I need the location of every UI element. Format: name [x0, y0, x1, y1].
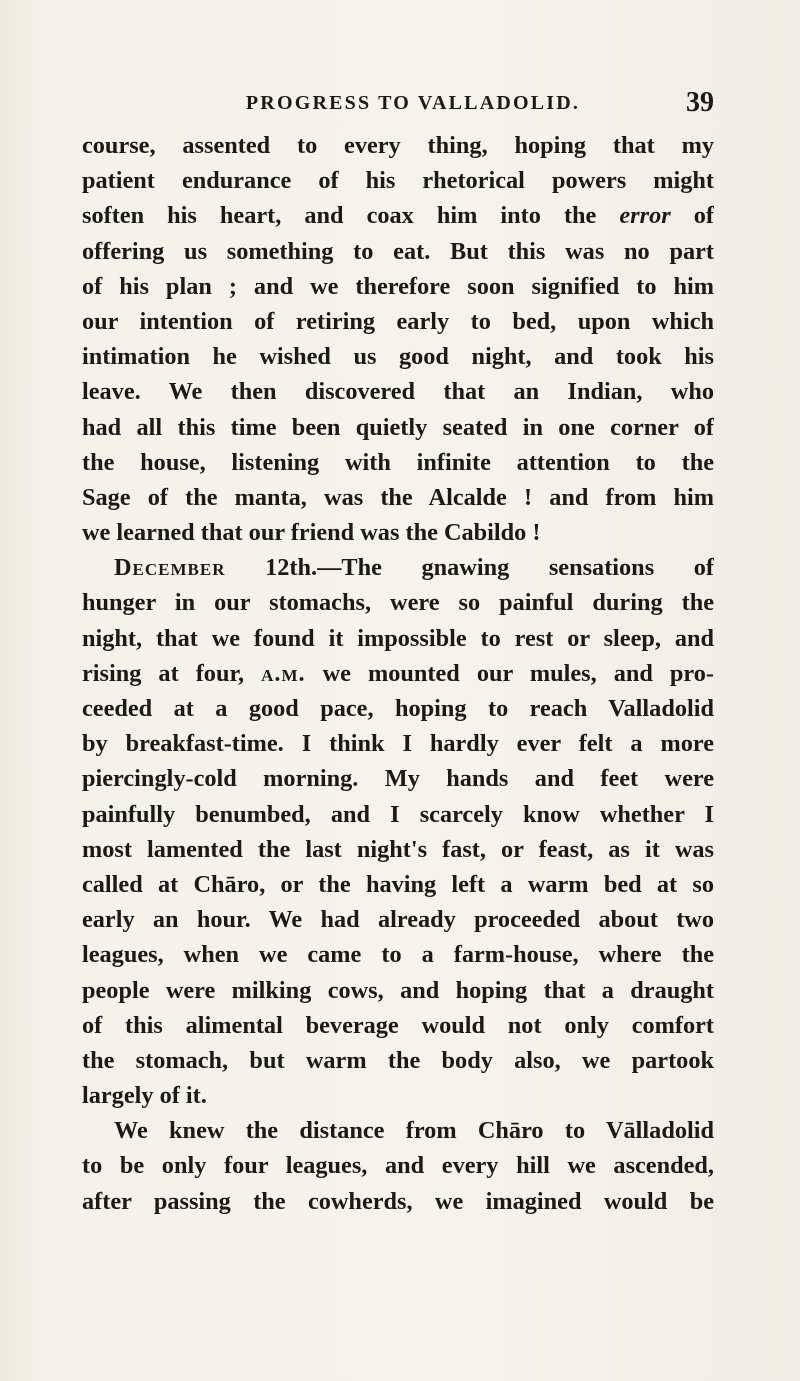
text-line: the stomach, but warm the body also, we partook — [82, 1046, 714, 1074]
text-line: painfully benumbed, and I scarcely know whether I — [82, 800, 714, 828]
text-line: largely of it. — [82, 1082, 207, 1110]
text-line: had all this time been quietly seated in one corner of — [82, 413, 714, 441]
text-line: called at Chāro, or the having left a warm bed at so — [82, 870, 714, 898]
text-line: offering us something to eat. But this was no part — [82, 237, 714, 265]
text-line: leave. We then discovered that an Indian, who — [82, 378, 714, 406]
text-line: of his plan ; and we therefore soon signified to him — [82, 272, 714, 300]
body-text — [82, 128, 714, 1219]
text-line: of this alimental beverage would not only comfort — [82, 1011, 714, 1039]
text-line: ceeded at a good pace, hoping to reach Valladolid — [82, 695, 714, 722]
text-line: by breakfast-time. I think I hardly ever felt a more — [82, 730, 714, 758]
running-title: PROGRESS TO VALLADOLID. — [245, 92, 581, 114]
text-line: leagues, when we came to a farm-house, where the — [82, 941, 714, 969]
date-heading: December — [114, 554, 226, 582]
text-line: to be only four leagues, and every hill we ascended, — [82, 1152, 714, 1180]
time-abbrev: a.m. — [261, 659, 306, 687]
text-line: the house, listening with infinite attention to the — [82, 448, 714, 476]
text-line: rising at four, a.m. we mounted our mules, and pro- — [82, 659, 714, 687]
text-line: piercingly-cold morning. My hands and feet were — [82, 765, 714, 793]
page-number: 39 — [686, 87, 714, 118]
text-line: December 12th.—The gnawing sensations of — [114, 554, 714, 582]
text-line: We knew the distance from Chāro to Vālladolid — [114, 1117, 714, 1145]
text-line: we learned that our friend was the Cabildo ! — [82, 519, 541, 547]
text-line: our intention of retiring early to bed, upon which — [82, 307, 714, 335]
text-line: most lamented the last night's fast, or feast, as it was — [82, 835, 714, 863]
text-line: course, assented to every thing, hoping that my — [82, 132, 714, 159]
text-line: people were milking cows, and hoping that a draught — [82, 976, 714, 1004]
text-line: hunger in our stomachs, were so painful during the — [82, 589, 714, 617]
emphasis-error: error — [619, 202, 671, 230]
running-head — [82, 86, 714, 120]
text-line: night, that we found it impossible to rest or sleep, and — [82, 624, 714, 652]
text-line: soften his heart, and coax him into the error of — [82, 202, 714, 230]
text-line: intimation he wished us good night, and took his — [82, 343, 714, 371]
text-line: early an hour. We had already proceeded about two — [82, 906, 714, 934]
text-line: patient endurance of his rhetorical powers might — [82, 167, 714, 195]
text-line: Sage of the manta, was the Alcalde ! and from him — [82, 483, 714, 511]
text-line: after passing the cowherds, we imagined would be — [82, 1187, 714, 1215]
